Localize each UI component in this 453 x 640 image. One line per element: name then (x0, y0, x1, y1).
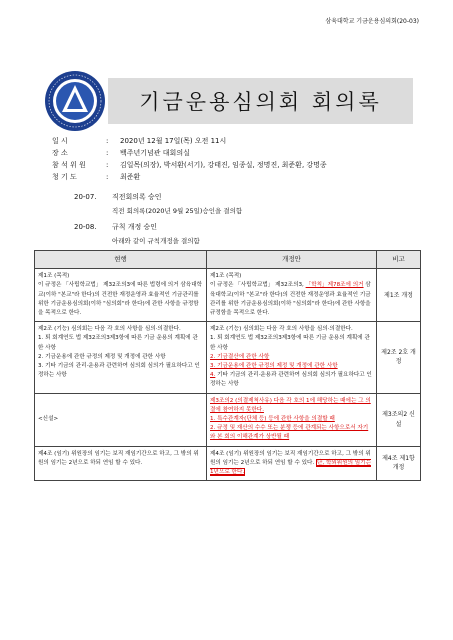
meta-row-attendees: 참 석 위 원 : 김일목(의장), 박서환(서기), 강태진, 임종실, 정명진, 최준환, 강명종 (52, 161, 327, 169)
revision-table (34, 250, 421, 481)
proposed-text (207, 393, 377, 446)
table-row (35, 393, 421, 446)
note-cell: 제4조 제1항 개정 (377, 446, 421, 481)
table-row (35, 446, 421, 481)
proposed-text: 제4조 (임기) 위원장의 임기는 보직 재임기간으로 하고, 그 밖의 위원의 임기는 2년으로 하되 연임 할 수 있다. 단, 학외위원의 임기는 1년으로 한다. (207, 446, 377, 481)
note-cell: 제1조 개정 (377, 269, 421, 322)
revised-text: 「학칙」제78조에 의거 (305, 282, 364, 289)
current-text: <신설> (35, 393, 207, 446)
current-text: 제4조 (임기) 위원장의 임기는 보직 재임기간으로 하고, 그 밖의 위원의 임기는 2년으로 하되 연임 할 수 있다. (35, 446, 207, 481)
column-header-note: 비고 (377, 251, 421, 269)
current-text: 제2조 (기능) 심의회는 다음 각 호의 사항을 심의·의결한다. 1. 퇴 회계연도 법 제32조의3제3항에 따른 기금 운용의 계획에 관한 사항 2. 기금운용에 관한 규정의 제정 및 개정에 관한 사항 3. 기타 기금의 관리·운용과 관련하여 심의회 심의가 필요하다고 인정하는 사항 (35, 322, 207, 393)
meeting-info (52, 135, 327, 183)
meta-value: 최준환 (120, 173, 141, 181)
agenda-title: 규칙 개정 승인 (112, 223, 158, 231)
current-text: 제1조 (목적) 이 규정은 「사립학교법」 제32조의3에 따른 법령에 의거 삼육대학교(이하 "본교"라 한다)의 건전한 재정운영과 효율적인 기금관리를 위한 기금운용심의회(이하 "심의회"라 한다)에 관한 사항을 규정함을 목적으로 한다. (35, 269, 207, 322)
agenda-title: 직전회의록 승인 (112, 193, 162, 201)
revised-text: 단, 학외위원의 임기는 1년으로 한다. (210, 459, 371, 476)
note-cell: 제3조의2 신설 (377, 393, 421, 446)
agenda-item (74, 222, 200, 245)
meta-row-place: 장 소 : 백주년기념관 대회의실 (52, 149, 190, 157)
meta-label: 참 석 위 원 (52, 161, 86, 169)
document-title: 기금운용심의회 회의록 (139, 90, 382, 114)
meta-label: 장 소 (52, 149, 68, 157)
revised-text: 2. 기금결산에 관한 사항 (210, 353, 270, 360)
revised-text: 4. (210, 372, 216, 379)
title-box (108, 78, 413, 124)
document-code: 삼육대학교 기금운용심의회(20-03) (325, 18, 419, 25)
meta-value: 2020년 12월 17일(목) 오전 11시 (120, 137, 227, 145)
meta-value: 김일목(의장), 박서환(서기), 강태진, 임종실, 정명진, 최준환, 강명종 (120, 161, 327, 169)
agenda-number: 20-07. (74, 193, 97, 201)
meta-label: 청 기 도 (52, 173, 77, 181)
revised-text: 제3조의2 (의결제척사유) 다음 각 호의 1에 해당하는 때에는 그 의결에 참여하지 못한다. (210, 397, 371, 413)
revised-text: 3. 기금운용에 관한 규정의 제정 및 개정에 관한 사항 (210, 363, 338, 370)
table-row (35, 269, 421, 322)
proposed-text: 제2조 (기능) 심의회는 다음 각 호의 사항을 심의·의결한다. 1. 퇴 회계연도 법 제32조의3제3항에 따른 기금 운용의 계획에 관한 사항 2. 기금결산에 관한 사항 3. 기금운용에 관한 규정의 제정 및 개정에 관한 사항 4. 기타 기금의 관리·운용과 관련하여 심의회 심의가 필요하다고 인정하는 사항 (207, 322, 377, 393)
table-row (35, 322, 421, 393)
university-seal-logo (44, 70, 106, 132)
revised-text: 1. 특수관계자(단체 등) 등에 관한 사항을 의결할 때 (210, 416, 335, 423)
meta-row-prayer: 청 기 도 : 최준환 (52, 173, 141, 181)
revised-text: 2. 규정 및 재산의 수수 또는 분쟁 등에 관계되는 사항으로서 자기와 본 회의 이해관계가 상반될 때 (210, 425, 369, 441)
agenda-detail: 직전 회의록(2020년 9월 25일)승인을 결의함 (112, 207, 243, 215)
agenda-detail: 아래와 같이 규칙개정을 결의함 (112, 237, 200, 245)
agenda-number: 20-08. (74, 223, 97, 231)
proposed-text: 제1조 (목적) 이 규정은 「사립학교법」 제32조의3, 「학칙」제78조에 의거 삼육대학교(이하 "본교"라 한다)의 건전한 재정운영과 효율적인 기금관리를 위한 기금운용심의회(이하 "심의회"라 한다)에 관한 사항을 규정함을 목적으로 한다. (207, 269, 377, 322)
meta-value: 백주년기념관 대회의실 (120, 149, 190, 157)
meta-label: 일 시 (52, 137, 68, 145)
meta-row-date: 일 시 : 2020년 12월 17일(목) 오전 11시 (52, 137, 227, 145)
column-header-current: 현행 (35, 251, 207, 269)
table-header-row (35, 251, 421, 269)
note-cell: 제2조 2호 개정 (377, 322, 421, 393)
column-header-proposed: 개정안 (207, 251, 377, 269)
agenda-item (74, 192, 242, 215)
